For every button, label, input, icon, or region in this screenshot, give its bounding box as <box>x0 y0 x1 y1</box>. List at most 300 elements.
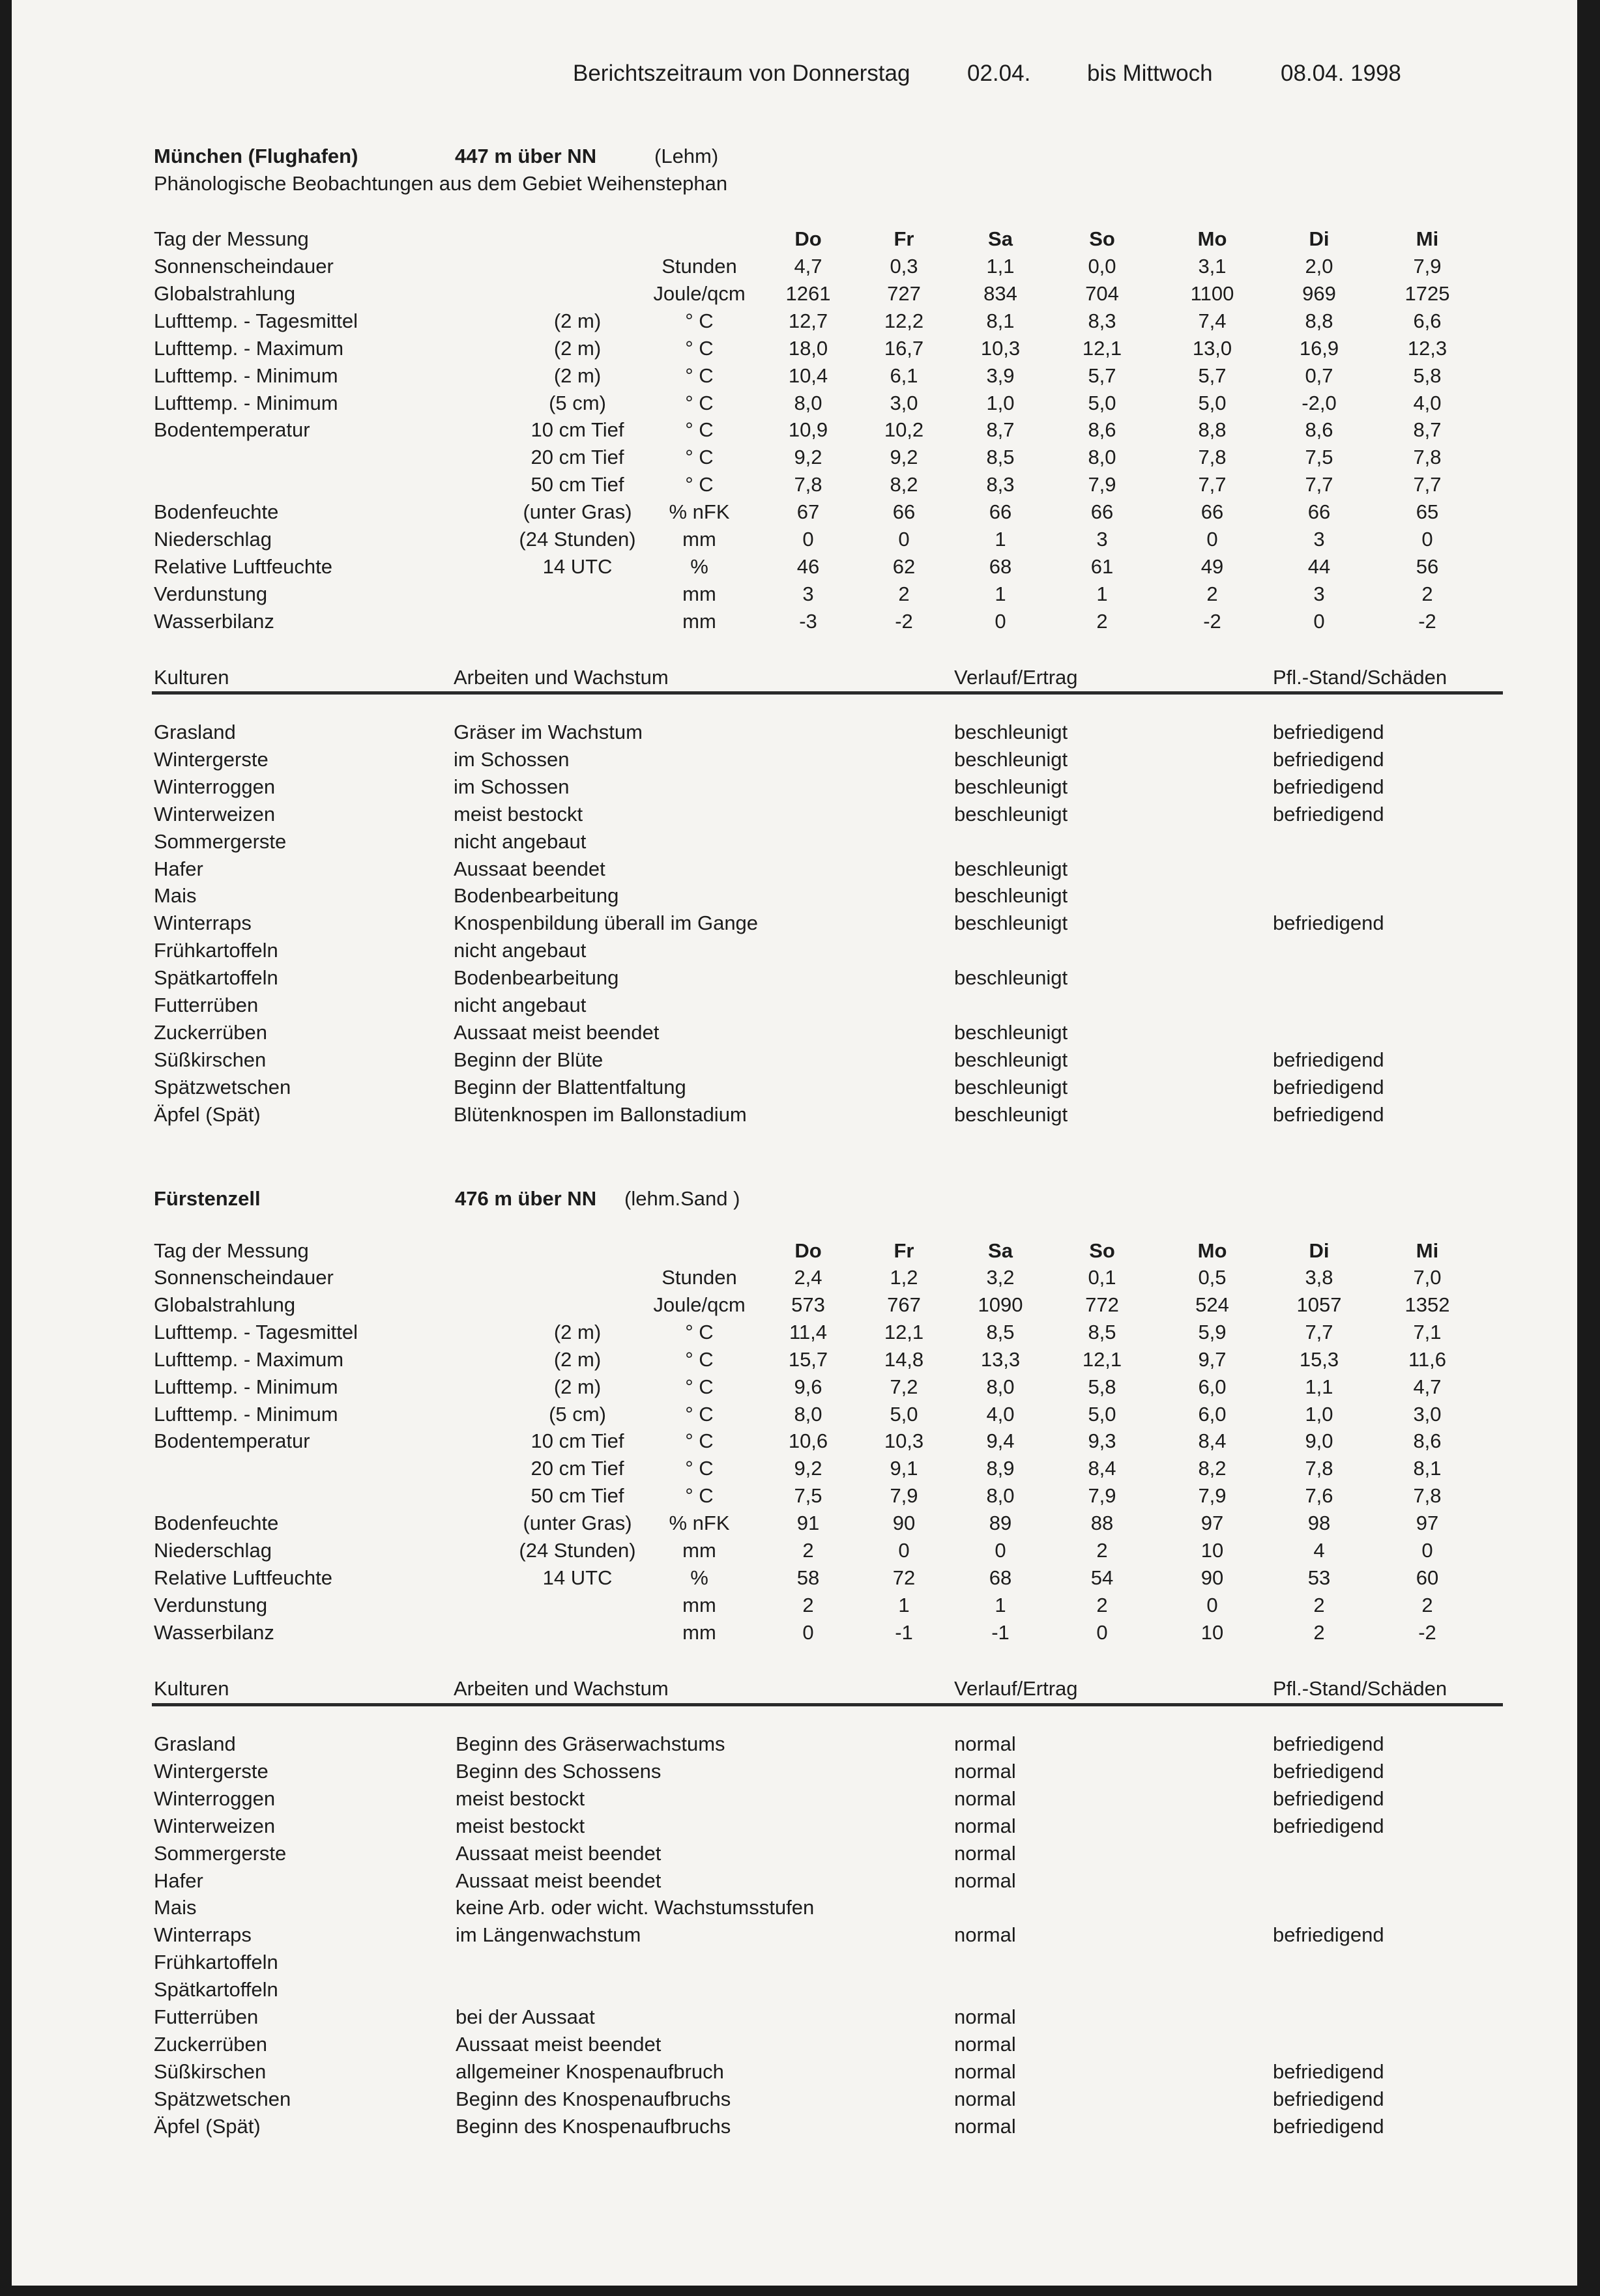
measurement-value: 12,3 <box>1407 337 1447 360</box>
measurement-value: 3,0 <box>1413 1403 1442 1426</box>
measurement-value: 6,1 <box>890 364 918 387</box>
crop-column-header: Kulturen <box>154 666 229 689</box>
measurement-value: 0,1 <box>1088 1266 1116 1289</box>
measurement-value: 7,8 <box>1305 1457 1333 1480</box>
crop-trend: normal <box>954 1732 1016 1755</box>
measurement-value: 5,7 <box>1198 364 1227 387</box>
measurement-label: Lufttemp. - Maximum <box>154 1348 344 1371</box>
crop-work: Beginn des Schossens <box>456 1760 662 1783</box>
measurement-value: 66 <box>892 500 916 523</box>
measurement-value: -1 <box>895 1621 913 1644</box>
measurement-value: 4,7 <box>1413 1375 1442 1398</box>
crop-name: Mais <box>154 884 197 907</box>
measurement-value: 88 <box>1090 1512 1114 1534</box>
measurement-label: Sonnenscheindauer <box>154 1266 334 1289</box>
measurement-value: 89 <box>989 1512 1012 1534</box>
measurement-value: 8,6 <box>1413 1429 1442 1452</box>
measurement-value: 8,0 <box>794 392 822 414</box>
measurement-value: 10 <box>1200 1621 1224 1644</box>
crop-work: Beginn des Knospenaufbruchs <box>456 2088 731 2110</box>
measurement-value: 3 <box>1313 528 1325 551</box>
measurement-value: 0 <box>898 1539 910 1562</box>
measurement-label: Globalstrahlung <box>154 282 296 305</box>
crop-trend: normal <box>954 2005 1016 2028</box>
measurement-unit: % nFK <box>669 1512 730 1534</box>
measurement-value: 0 <box>1206 528 1218 551</box>
station-elevation: 476 m über NN <box>455 1187 597 1210</box>
measurement-value: 11,4 <box>789 1321 828 1343</box>
measurement-value: 524 <box>1195 1293 1229 1316</box>
measurement-value: 704 <box>1085 282 1119 305</box>
measurement-label: Globalstrahlung <box>154 1293 296 1316</box>
crop-work: im Schossen <box>454 748 570 771</box>
crop-name: Wintergerste <box>154 748 269 771</box>
measurement-value: 10 <box>1200 1539 1224 1562</box>
measurement-value: 2 <box>802 1594 814 1616</box>
crop-work: im Schossen <box>454 775 570 798</box>
measurement-value: 7,5 <box>794 1484 822 1507</box>
measurement-value: -2 <box>895 610 913 633</box>
measurement-value: 8,8 <box>1305 309 1333 332</box>
measurement-value: 10,6 <box>788 1429 828 1452</box>
report-period-start: 02.04. <box>967 61 1031 86</box>
measurement-value: 3,1 <box>1198 255 1227 278</box>
measurement-value: 3 <box>802 582 814 605</box>
crop-name: Frühkartoffeln <box>154 1951 278 1973</box>
measurement-value: 5,7 <box>1088 364 1116 387</box>
measurement-value: 8,0 <box>1088 446 1116 468</box>
crop-name: Grasland <box>154 721 236 743</box>
measurement-qualifier: (5 cm) <box>549 392 606 414</box>
crop-column-header: Pfl.-Stand/Schäden <box>1273 666 1447 689</box>
crop-work: Knospenbildung überall im Gange <box>454 911 759 934</box>
crop-column-header: Pfl.-Stand/Schäden <box>1273 1677 1447 1700</box>
measurement-value: 2 <box>1096 1539 1108 1562</box>
measurement-value: 7,9 <box>1413 255 1442 278</box>
measurement-value: 5,8 <box>1413 364 1442 387</box>
measurement-value: 2 <box>1313 1621 1325 1644</box>
crop-header-rule <box>152 1703 1503 1706</box>
measurement-value: 0,7 <box>1305 364 1333 387</box>
measurement-value: 12,2 <box>884 309 924 332</box>
measurement-label: Lufttemp. - Tagesmittel <box>154 309 358 332</box>
measurement-value: 8,7 <box>986 418 1015 441</box>
measurement-value: 8,1 <box>1413 1457 1442 1480</box>
station-name: München (Flughafen) <box>154 145 358 167</box>
measurement-unit: ° C <box>685 1375 714 1398</box>
measurement-unit: ° C <box>685 1484 714 1507</box>
measurement-value: 0 <box>995 1539 1006 1562</box>
measurement-value: 14,8 <box>884 1348 924 1371</box>
measurement-qualifier: (2 m) <box>553 1375 602 1398</box>
measurement-value: 9,3 <box>1088 1429 1116 1452</box>
measurement-value: 4,7 <box>794 255 822 278</box>
measurement-value: 16,9 <box>1299 337 1339 360</box>
measurement-value: 12,1 <box>1082 337 1122 360</box>
measurement-label: Niederschlag <box>154 528 272 551</box>
crop-trend: normal <box>954 2088 1016 2110</box>
measurement-label: Bodentemperatur <box>154 418 310 441</box>
measurement-value: 65 <box>1416 500 1439 523</box>
measurement-unit: mm <box>682 582 716 605</box>
crop-state: befriedigend <box>1273 1923 1384 1946</box>
measurement-value: 969 <box>1302 282 1336 305</box>
measurement-value: 1,0 <box>1305 1403 1333 1426</box>
measurement-label: Lufttemp. - Tagesmittel <box>154 1321 358 1343</box>
measurement-label: Bodentemperatur <box>154 1429 310 1452</box>
crop-trend: normal <box>954 1787 1016 1810</box>
measurement-value: 2,0 <box>1305 255 1333 278</box>
measurement-qualifier: (2 m) <box>553 1348 602 1371</box>
measurement-value: 9,1 <box>890 1457 918 1480</box>
measurement-qualifier: 10 cm Tief <box>531 1429 624 1452</box>
measurement-value: -2 <box>1203 610 1221 633</box>
measurement-unit: mm <box>682 610 716 633</box>
station-soil: (Lehm) <box>654 145 719 167</box>
measurement-value: 0 <box>1313 610 1325 633</box>
measurement-value: 62 <box>892 555 916 578</box>
measurement-value: 13,3 <box>980 1348 1021 1371</box>
crop-work: nicht angebaut <box>454 994 587 1016</box>
measurement-value: 1 <box>1096 582 1108 605</box>
measurement-value: 1352 <box>1404 1293 1450 1316</box>
crop-name: Spätzwetschen <box>154 1076 291 1098</box>
measurement-unit: mm <box>682 528 716 551</box>
crop-work: meist bestockt <box>454 803 583 825</box>
crop-column-header: Verlauf/Ertrag <box>954 666 1078 689</box>
measurement-value: 9,6 <box>794 1375 822 1398</box>
measurement-value: 98 <box>1307 1512 1331 1534</box>
measurement-value: -2 <box>1418 610 1436 633</box>
crop-trend: beschleunigt <box>954 884 1068 907</box>
measurement-value: 1090 <box>978 1293 1023 1316</box>
crop-state: befriedigend <box>1273 1103 1384 1126</box>
crop-work: Beginn der Blattentfaltung <box>454 1076 686 1098</box>
crop-name: Futterrüben <box>154 2005 259 2028</box>
measurement-value: 1,1 <box>1305 1375 1333 1398</box>
measurement-value: 66 <box>1200 500 1224 523</box>
crop-name: Frühkartoffeln <box>154 939 278 962</box>
crop-trend: normal <box>954 1923 1016 1946</box>
measurement-value: 1725 <box>1404 282 1450 305</box>
crop-state: befriedigend <box>1273 721 1384 743</box>
measurement-value: 2 <box>1421 1594 1433 1616</box>
measurement-value: 7,0 <box>1413 1266 1442 1289</box>
measurement-value: 8,3 <box>1088 309 1116 332</box>
measurement-value: 7,9 <box>1198 1484 1227 1507</box>
day-header: Mo <box>1197 1239 1227 1262</box>
crop-state: befriedigend <box>1273 1760 1384 1783</box>
crop-work: Beginn des Knospenaufbruchs <box>456 2115 731 2138</box>
crop-state: befriedigend <box>1273 2115 1384 2138</box>
measurement-value: 49 <box>1200 555 1224 578</box>
crop-trend: normal <box>954 1760 1016 1783</box>
measurement-value: 72 <box>892 1566 916 1589</box>
crop-trend: beschleunigt <box>954 1048 1068 1071</box>
measurement-label: Verdunstung <box>154 582 268 605</box>
measurement-value: 5,8 <box>1088 1375 1116 1398</box>
measurement-value: 1,0 <box>986 392 1015 414</box>
measurement-value: 8,7 <box>1413 418 1442 441</box>
crop-column-header: Arbeiten und Wachstum <box>454 666 669 689</box>
measurement-value: 7,4 <box>1198 309 1227 332</box>
measurement-qualifier: 20 cm Tief <box>531 1457 624 1480</box>
measurement-unit: Joule/qcm <box>653 1293 746 1316</box>
measurement-value: 67 <box>796 500 820 523</box>
measurement-value: 7,8 <box>1413 1484 1442 1507</box>
station-name: Fürstenzell <box>154 1187 261 1210</box>
crop-work: keine Arb. oder wicht. Wachstumsstufen <box>456 1896 815 1919</box>
measurement-value: -2,0 <box>1302 392 1337 414</box>
measurement-value: 8,6 <box>1305 418 1333 441</box>
measurement-value: 7,6 <box>1305 1484 1333 1507</box>
crop-state: befriedigend <box>1273 1732 1384 1755</box>
measurement-value: 8,2 <box>890 473 918 496</box>
measurement-qualifier: (2 m) <box>553 337 602 360</box>
measurement-value: 8,0 <box>794 1403 822 1426</box>
measurement-value: 9,2 <box>794 1457 822 1480</box>
crop-state: befriedigend <box>1273 1076 1384 1098</box>
measurement-value: 44 <box>1307 555 1331 578</box>
crop-name: Spätzwetschen <box>154 2088 291 2110</box>
day-header: Do <box>794 1239 822 1262</box>
measurement-value: 8,0 <box>986 1484 1015 1507</box>
crop-column-header: Verlauf/Ertrag <box>954 1677 1078 1700</box>
measurement-value: 727 <box>887 282 921 305</box>
measurement-value: 9,2 <box>890 446 918 468</box>
measurement-label: Relative Luftfeuchte <box>154 1566 333 1589</box>
crop-name: Äpfel (Spät) <box>154 2115 261 2138</box>
measurement-value: 2 <box>1313 1594 1325 1616</box>
measurement-qualifier: 14 UTC <box>542 1566 613 1589</box>
measurement-value: 8,8 <box>1198 418 1227 441</box>
crop-column-header: Kulturen <box>154 1677 229 1700</box>
crop-work: Gräser im Wachstum <box>454 721 643 743</box>
measurement-value: 53 <box>1307 1566 1331 1589</box>
day-header: So <box>1089 227 1115 250</box>
measurement-value: 7,8 <box>794 473 822 496</box>
measurement-qualifier: (unter Gras) <box>523 500 632 523</box>
measurement-qualifier: (24 Stunden) <box>519 1539 636 1562</box>
measurement-unit: ° C <box>685 392 714 414</box>
day-header: Mi <box>1416 1239 1439 1262</box>
crop-work: im Längenwachstum <box>456 1923 641 1946</box>
measurement-unit: ° C <box>685 309 714 332</box>
measurement-value: 7,1 <box>1413 1321 1442 1343</box>
measurement-value: 8,2 <box>1198 1457 1227 1480</box>
measurement-unit: ° C <box>685 418 714 441</box>
crop-name: Mais <box>154 1896 197 1919</box>
measurement-label: Wasserbilanz <box>154 610 274 633</box>
measurement-value: 2 <box>1096 1594 1108 1616</box>
crop-trend: beschleunigt <box>954 803 1068 825</box>
crop-header-rule <box>152 691 1503 695</box>
crop-work: Aussaat meist beendet <box>454 1021 660 1044</box>
crop-name: Sommergerste <box>154 830 287 853</box>
crop-name: Winterraps <box>154 1923 252 1946</box>
measurement-label: Bodenfeuchte <box>154 1512 279 1534</box>
crop-name: Sommergerste <box>154 1842 287 1865</box>
measurement-value: 1 <box>995 582 1006 605</box>
measurement-value: 7,9 <box>890 1484 918 1507</box>
crop-state: befriedigend <box>1273 2060 1384 2083</box>
measurement-value: 1 <box>995 1594 1006 1616</box>
measurement-unit: ° C <box>685 473 714 496</box>
measurement-value: 10,3 <box>884 1429 924 1452</box>
measurement-value: 0,3 <box>890 255 918 278</box>
crop-name: Futterrüben <box>154 994 259 1016</box>
measurement-value: 7,2 <box>890 1375 918 1398</box>
measurement-value: 97 <box>1416 1512 1439 1534</box>
crop-state: befriedigend <box>1273 748 1384 771</box>
document-page <box>12 0 1577 2286</box>
crop-work: Bodenbearbeitung <box>454 884 619 907</box>
crop-trend: normal <box>954 1869 1016 1892</box>
crop-work: allgemeiner Knospenaufbruch <box>456 2060 724 2083</box>
measurement-value: 4,0 <box>1413 392 1442 414</box>
measurement-value: 13,0 <box>1192 337 1232 360</box>
measurement-value: 2 <box>1421 582 1433 605</box>
measurement-value: 2 <box>1096 610 1108 633</box>
measurement-qualifier: (2 m) <box>553 1321 602 1343</box>
crop-state: befriedigend <box>1273 1048 1384 1071</box>
measurement-unit: ° C <box>685 446 714 468</box>
measurement-unit: mm <box>682 1621 716 1644</box>
measurement-value: 0 <box>995 610 1006 633</box>
crop-trend: normal <box>954 2115 1016 2138</box>
day-header: Sa <box>988 1239 1013 1262</box>
crop-name: Süßkirschen <box>154 2060 267 2083</box>
measurement-label: Wasserbilanz <box>154 1621 274 1644</box>
measurement-value: 6,0 <box>1198 1403 1227 1426</box>
crop-name: Wintergerste <box>154 1760 269 1783</box>
crop-work: Beginn der Blüte <box>454 1048 604 1071</box>
measurement-value: 0 <box>802 1621 814 1644</box>
measurement-value: 8,5 <box>986 446 1015 468</box>
measurement-unit: ° C <box>685 1457 714 1480</box>
measurement-value: 8,4 <box>1088 1457 1116 1480</box>
crop-work: Beginn des Gräserwachstums <box>456 1732 725 1755</box>
measurement-value: 772 <box>1085 1293 1119 1316</box>
measurement-value: 0 <box>802 528 814 551</box>
measurement-value: 8,5 <box>986 1321 1015 1343</box>
measurement-value: 7,9 <box>1088 473 1116 496</box>
measurement-value: 767 <box>887 1293 921 1316</box>
crop-name: Grasland <box>154 1732 236 1755</box>
measurement-value: 3 <box>1313 582 1325 605</box>
measurement-unit: mm <box>682 1539 716 1562</box>
crop-state: befriedigend <box>1273 803 1384 825</box>
day-header: Di <box>1309 227 1330 250</box>
measurement-value: 3,8 <box>1305 1266 1333 1289</box>
measurement-value: 8,3 <box>986 473 1015 496</box>
measurement-value: 66 <box>989 500 1012 523</box>
measurement-value: 6,6 <box>1413 309 1442 332</box>
measurement-value: 8,0 <box>986 1375 1015 1398</box>
measurement-value: 5,0 <box>1198 392 1227 414</box>
crop-work: nicht angebaut <box>454 830 587 853</box>
crop-state: befriedigend <box>1273 775 1384 798</box>
crop-work: bei der Aussaat <box>456 2005 595 2028</box>
measurement-value: 3,0 <box>890 392 918 414</box>
measurement-unit: ° C <box>685 337 714 360</box>
measurement-label: Lufttemp. - Minimum <box>154 392 338 414</box>
measurement-qualifier: (5 cm) <box>549 1403 606 1426</box>
measurement-value: 68 <box>989 1566 1012 1589</box>
crop-work: meist bestockt <box>456 1815 585 1837</box>
crop-name: Zuckerrüben <box>154 1021 268 1044</box>
crop-trend: beschleunigt <box>954 1021 1068 1044</box>
crop-name: Winterweizen <box>154 1815 276 1837</box>
measurement-value: 4,0 <box>986 1403 1015 1426</box>
measurement-qualifier: (unter Gras) <box>523 1512 632 1534</box>
station-elevation: 447 m über NN <box>455 145 597 167</box>
crop-trend: beschleunigt <box>954 857 1068 880</box>
measurement-value: 0 <box>1096 1621 1108 1644</box>
crop-trend: normal <box>954 2060 1016 2083</box>
measurement-value: 97 <box>1200 1512 1224 1534</box>
crop-state: befriedigend <box>1273 1815 1384 1837</box>
measurement-label: Lufttemp. - Minimum <box>154 1375 338 1398</box>
measurement-value: 8,1 <box>986 309 1015 332</box>
day-header: Do <box>794 227 822 250</box>
measurement-value: 3,2 <box>986 1266 1015 1289</box>
measurement-value: 1 <box>898 1594 910 1616</box>
measurement-unit: ° C <box>685 1403 714 1426</box>
day-row-label: Tag der Messung <box>154 1239 309 1262</box>
crop-trend: beschleunigt <box>954 775 1068 798</box>
crop-work: meist bestockt <box>456 1787 585 1810</box>
measurement-value: 58 <box>796 1566 820 1589</box>
measurement-value: 90 <box>892 1512 916 1534</box>
measurement-value: 16,7 <box>884 337 924 360</box>
measurement-value: 5,0 <box>1088 1403 1116 1426</box>
measurement-value: 12,1 <box>884 1321 924 1343</box>
measurement-qualifier: (24 Stunden) <box>519 528 636 551</box>
measurement-unit: ° C <box>685 364 714 387</box>
measurement-value: 1,1 <box>986 255 1015 278</box>
crop-name: Winterweizen <box>154 803 276 825</box>
measurement-qualifier: 20 cm Tief <box>531 446 624 468</box>
measurement-value: 7,7 <box>1305 1321 1333 1343</box>
measurement-value: 5,0 <box>890 1403 918 1426</box>
measurement-value: 3 <box>1096 528 1108 551</box>
crop-trend: normal <box>954 2033 1016 2056</box>
measurement-label: Lufttemp. - Minimum <box>154 1403 338 1426</box>
measurement-unit: % nFK <box>669 500 730 523</box>
crop-name: Hafer <box>154 1869 203 1892</box>
crop-trend: beschleunigt <box>954 1103 1068 1126</box>
crop-name: Zuckerrüben <box>154 2033 268 2056</box>
measurement-value: 90 <box>1200 1566 1224 1589</box>
measurement-qualifier: 50 cm Tief <box>531 473 624 496</box>
day-header: Mo <box>1197 227 1227 250</box>
measurement-value: 11,6 <box>1408 1348 1447 1371</box>
measurement-value: 0 <box>1206 1594 1218 1616</box>
measurement-value: 4 <box>1313 1539 1325 1562</box>
crop-work: Blütenknospen im Ballonstadium <box>454 1103 747 1126</box>
measurement-label: Verdunstung <box>154 1594 268 1616</box>
measurement-value: 2 <box>1206 582 1218 605</box>
measurement-value: 15,3 <box>1299 1348 1339 1371</box>
measurement-value: 7,7 <box>1198 473 1227 496</box>
measurement-value: 1057 <box>1296 1293 1342 1316</box>
measurement-unit: ° C <box>685 1348 714 1371</box>
measurement-value: 10,4 <box>788 364 828 387</box>
measurement-unit: Joule/qcm <box>653 282 746 305</box>
report-period-label: Berichtszeitraum von Donnerstag <box>573 61 910 86</box>
measurement-value: 834 <box>983 282 1017 305</box>
